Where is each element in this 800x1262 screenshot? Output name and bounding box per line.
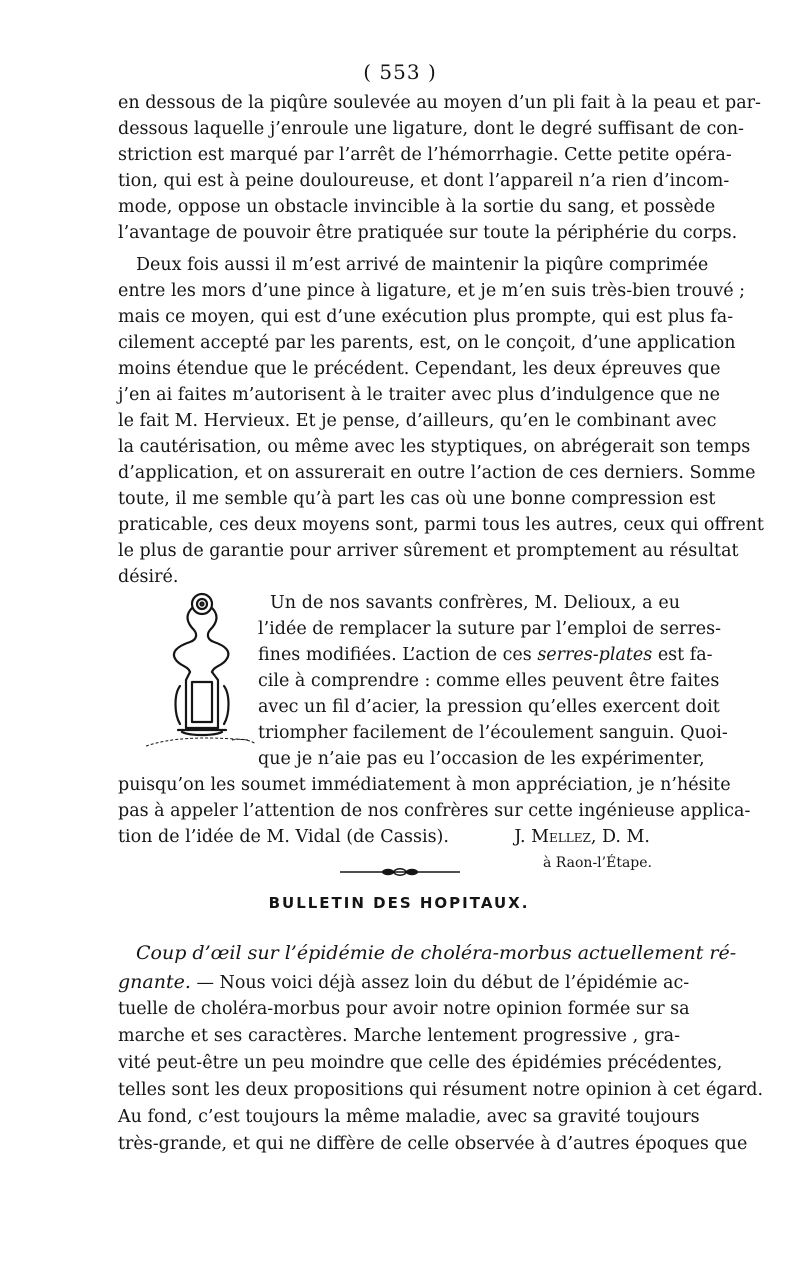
- signature: J. Mellez, D. M.: [514, 827, 650, 847]
- paragraph-serres-fines: [258, 590, 728, 772]
- text-line: triompher facilement de l’écoulement sanguin. Quoi-: [258, 723, 728, 743]
- text-line: moins étendue que le précédent. Cependant, les deux épreuves que: [118, 359, 721, 379]
- text-line: j’en ai faites m’autorisent à le traiter avec plus d’indulgence que ne: [118, 385, 720, 405]
- paragraph-ligature: [118, 90, 761, 246]
- text-line: l’avantage de pouvoir être pratiquée sur toute la périphérie du corps.: [118, 223, 738, 243]
- text-line: que je n’aie pas eu l’occasion de les expérimenter,: [258, 749, 705, 769]
- text-line: telles sont les deux propositions qui résument notre opinion à cet égard.: [118, 1080, 764, 1100]
- serres-plates-term: serres-plates: [537, 645, 653, 665]
- paragraph-pince: [118, 252, 764, 590]
- serre-plate-clip-illustration-icon: [140, 590, 260, 760]
- text-span: fines modifiées. L’action de ces: [258, 645, 532, 665]
- text-line: en dessous de la piqûre soulevée au moyen d’un pli fait à la peau et par-: [118, 93, 761, 113]
- text-line: vité peut-être un peu moindre que celle des épidémies précédentes,: [118, 1053, 723, 1073]
- text-line: cilement accepté par les parents, est, on le conçoit, d’une application: [118, 333, 736, 353]
- text-line: d’application, et on assurerait en outre l’action de ces derniers. Somme: [118, 463, 756, 483]
- article-title-part: gnante.: [118, 971, 191, 993]
- section-heading: BULLETIN DES HOPITAUX.: [268, 894, 530, 912]
- article-title: [118, 938, 737, 968]
- text-line: toute, il me semble qu’à part les cas où une bonne compression est: [118, 489, 716, 509]
- text-line: [118, 968, 690, 996]
- text-line: le plus de garantie pour arriver sûrement et promptement au résultat: [118, 541, 739, 561]
- text-line: Au fond, c’est toujours la même maladie, avec sa gravité toujours: [118, 1107, 700, 1127]
- text-line: mode, oppose un obstacle invincible à la sortie du sang, et possède: [118, 197, 716, 217]
- text-line: tuelle de choléra-morbus pour avoir notre opinion formée sur sa: [118, 999, 690, 1019]
- text-span: — Nous voici déjà assez loin du début de l’épidémie ac-: [196, 973, 690, 993]
- text-line: la cautérisation, ou même avec les styptiques, on abrégerait son temps: [118, 437, 751, 457]
- text-line: Deux fois aussi il m’est arrivé de maintenir la piqûre comprimée: [136, 255, 709, 275]
- text-line: marche et ses caractères. Marche lentement progressive , gra-: [118, 1026, 680, 1046]
- text-line: dessous laquelle j’enroule une ligature, dont le degré suffisant de con-: [118, 119, 744, 139]
- signature-place: à Raon-l’Étape.: [543, 855, 652, 871]
- text-line: mais ce moyen, qui est d’une exécution plus prompte, qui est plus fa-: [118, 307, 734, 327]
- text-line: striction est marqué par l’arrêt de l’hémorrhagie. Cette petite opéra-: [118, 145, 732, 165]
- article-title-part: Coup d’œil sur l’épidémie de choléra-morbus actuellement ré-: [136, 942, 737, 964]
- text-line: cile à comprendre : comme elles peuvent être faites: [258, 671, 720, 691]
- text-line: entre les mors d’une pince à ligature, et je m’en suis très-bien trouvé ;: [118, 281, 746, 301]
- text-line: Un de nos savants confrères, M. Delioux, a eu: [270, 593, 680, 613]
- text-line: puisqu’on les soumet immédiatement à mon appréciation, je n’hésite: [118, 775, 731, 795]
- text-span: tion de l’idée de M. Vidal (de Cassis).: [118, 827, 449, 847]
- text-line: le fait M. Hervieux. Et je pense, d’ailleurs, qu’en le combinant avec: [118, 411, 717, 431]
- paragraph-serres-fines-cont: [118, 772, 751, 876]
- text-line: pas à appeler l’attention de nos confrères sur cette ingénieuse applica-: [118, 801, 751, 821]
- text-line: désiré.: [118, 567, 179, 587]
- text-line: l’idée de remplacer la suture par l’emploi de serres-: [258, 619, 722, 639]
- ornamental-divider-icon: [338, 868, 462, 876]
- text-line: tion, qui est à peine douloureuse, et dont l’appareil n’a rien d’incom-: [118, 171, 730, 191]
- text-line: praticable, ces deux moyens sont, parmi tous les autres, ceux qui offrent: [118, 515, 764, 535]
- text-line: avec un fil d’acier, la pression qu’elles exercent doit: [258, 697, 720, 717]
- text-line: très-grande, et qui ne diffère de celle observée à d’autres époques que: [118, 1134, 748, 1154]
- text-line: [258, 642, 713, 668]
- paragraph-cholera: [118, 938, 764, 1158]
- text-line: [118, 824, 680, 850]
- text-span: est fa-: [657, 645, 713, 665]
- page-number: ( 553 ): [363, 60, 437, 84]
